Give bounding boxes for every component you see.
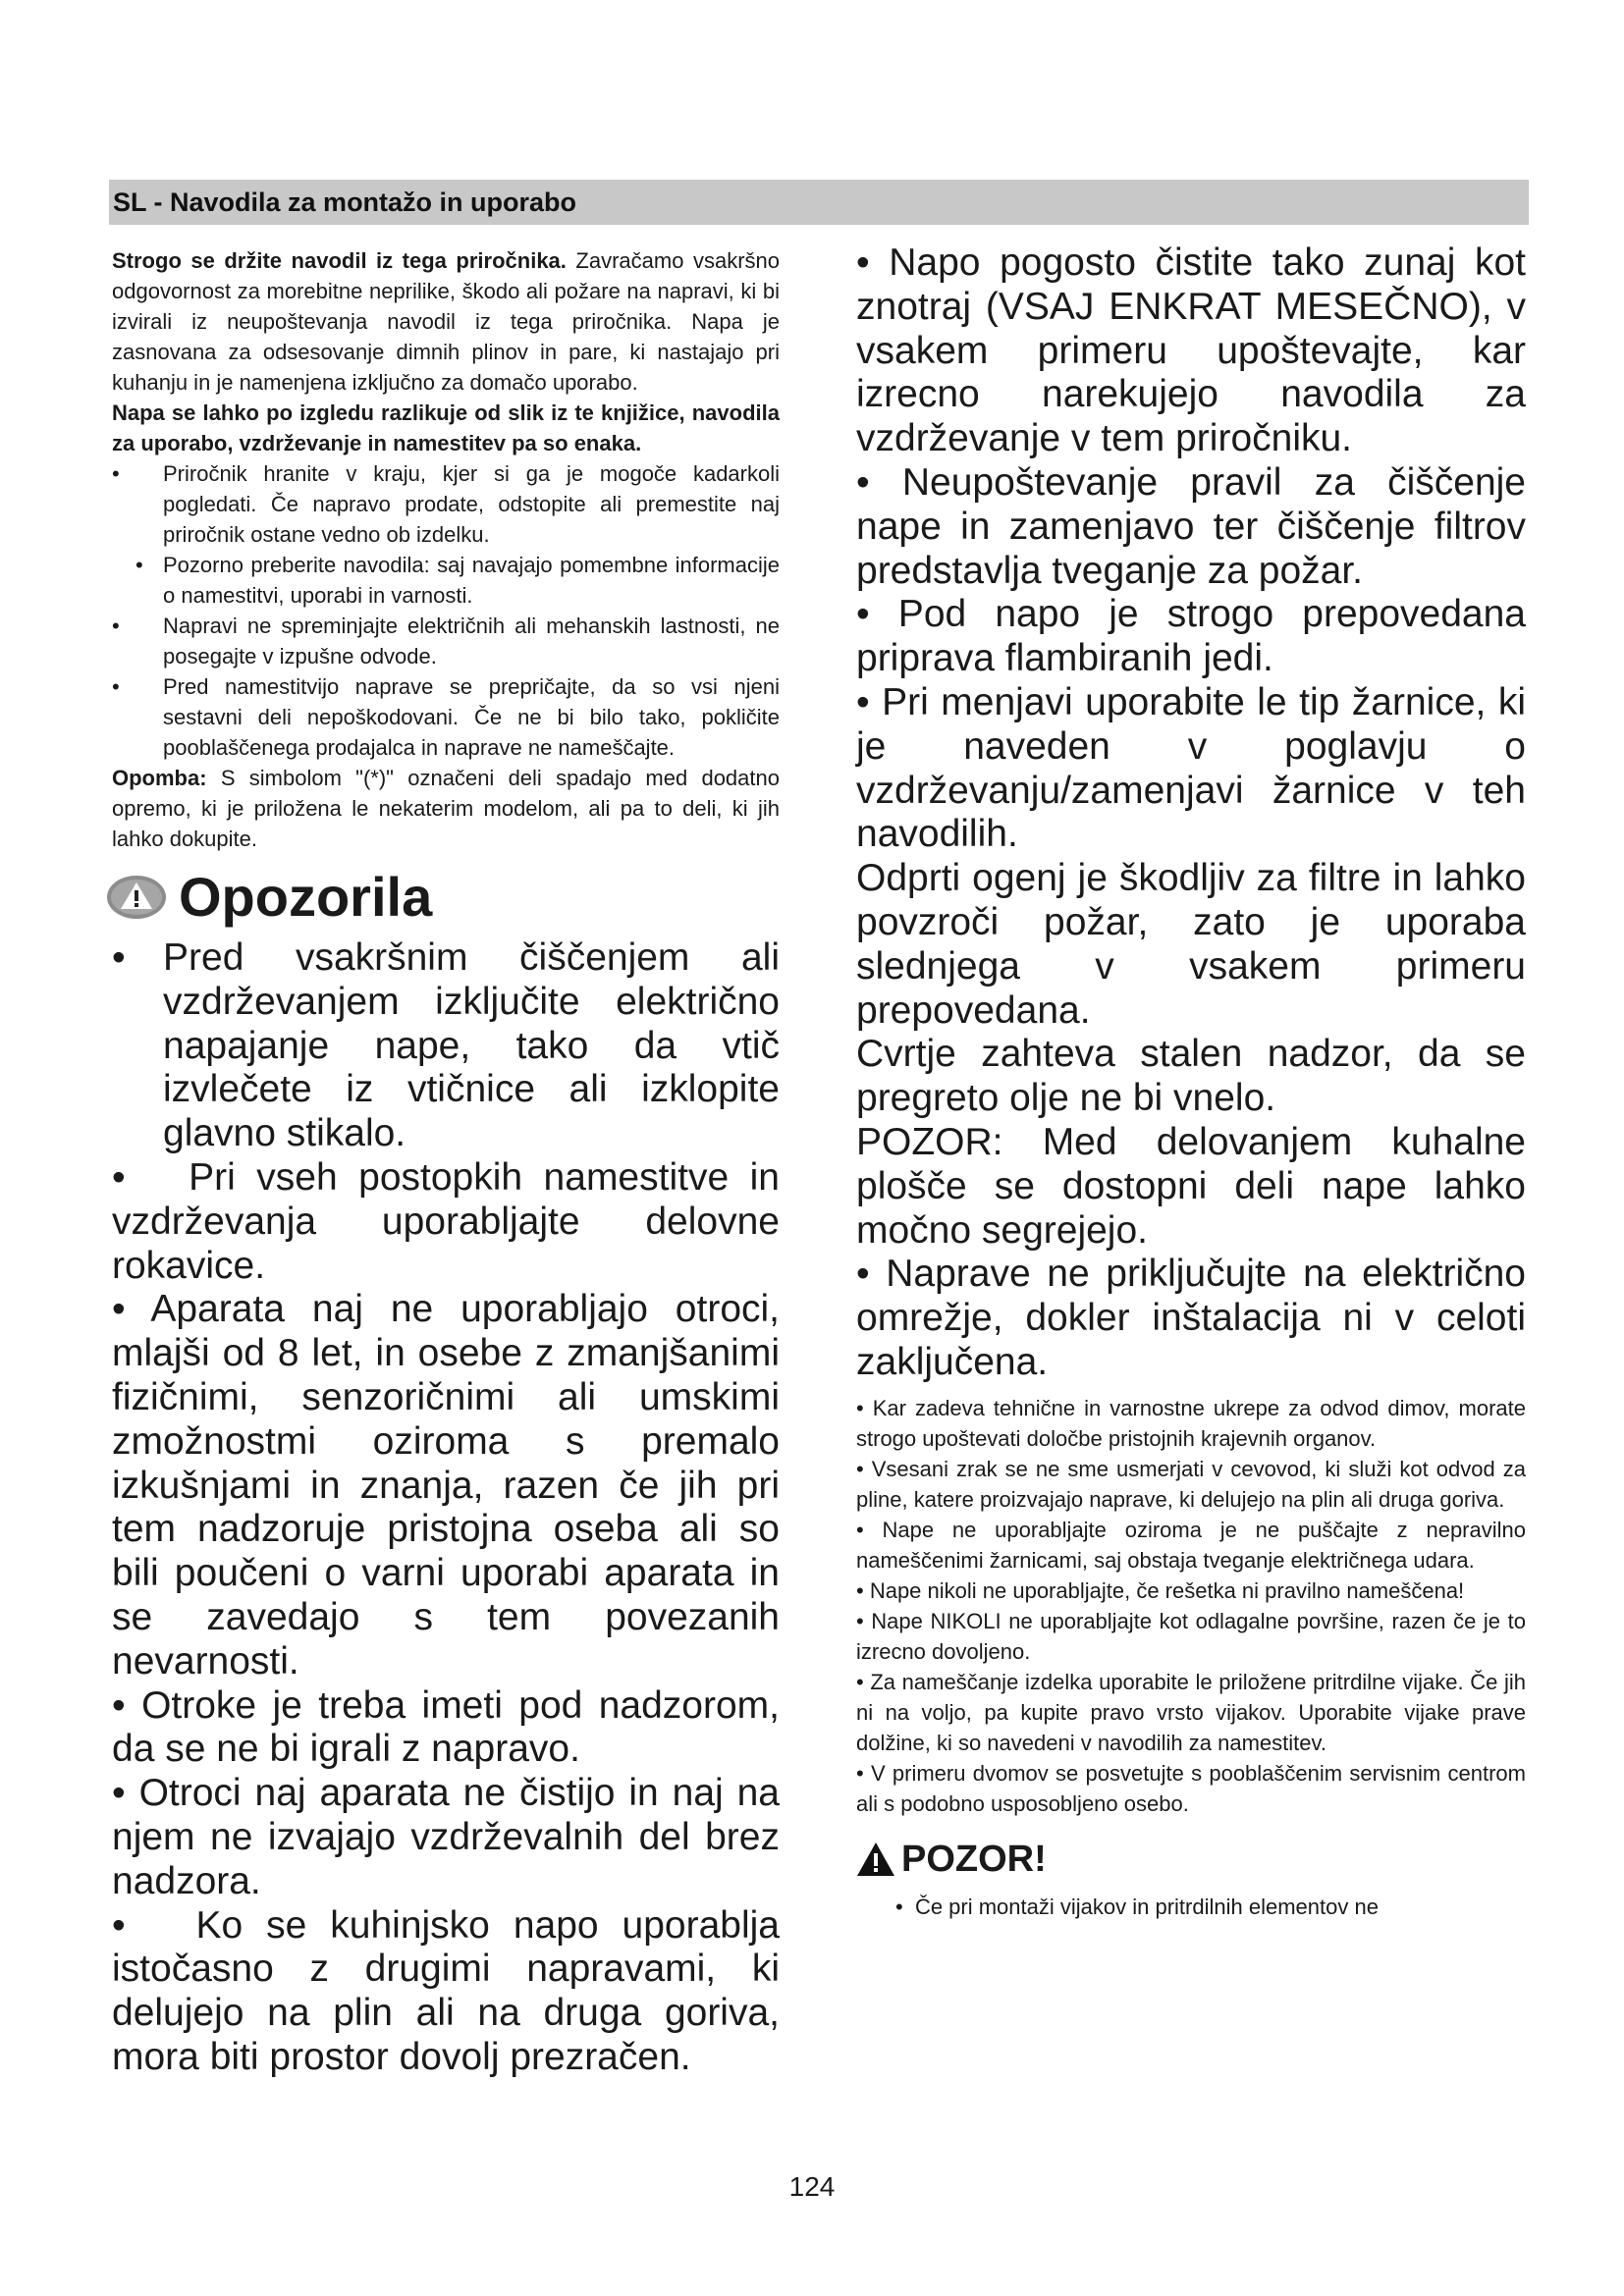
small-item: • V primeru dvomov se posvetujte s pooblaščenim servisnim centrom ali s podobno usposobljeno osebo. [856, 1760, 1526, 1816]
large-item: • Pri menjavi uporabite le tip žarnice, ki je naveden v poglavju o vzdrževanju/zamenjavi žarnice v teh navodilih. [856, 680, 1526, 856]
small-item: • Vsesani zrak se ne sme usmerjati v cevovod, ki služi kot odvod za pline, katere proizvajajo naprave, ki delujejo na plin ali druga goriva. [856, 1456, 1526, 1512]
notice-paragraph: Napa se lahko po izgledu razlikuje od slik iz te knjižice, navodila za uporabo, vzdrževanje in namestitev pa so enaka. [112, 400, 780, 455]
note-label: Opomba: [112, 766, 207, 790]
small-item: • Nape ne uporabljajte oziroma je ne puščajte z nepravilno nameščenimi žarnicami, saj obstaja tveganje električnega udara. [856, 1517, 1526, 1573]
large-item: POZOR: Med delovanjem kuhalne plošče se dostopni deli nape lahko močno segrejejo. [856, 1120, 1526, 1252]
warning-item: • Pred vsakršnim čiščenjem ali vzdrževanjem izključite električno napajanje nape, tako da vtič izvlečete iz vtičnice ali izklopite glavno stikalo. [112, 936, 780, 1155]
list-item: • Napravi ne spreminjajte električnih ali mehanskih lastnosti, ne posegajte v izpušne odvode. [112, 614, 780, 668]
large-item: Cvrtje zahteva stalen nadzor, da se pregreto olje ne bi vnelo. [856, 1033, 1526, 1120]
warning-item: • Pri vseh postopkih namestitve in vzdrževanja uporabljajte delovne rokavice. [112, 1155, 780, 1287]
pozor-heading [856, 1833, 1526, 1886]
intro-paragraph [112, 245, 780, 398]
large-item: • Napo pogosto čistite tako zunaj kot znotraj (VSAJ ENKRAT MESEČNO), v vsakem primeru upoštevajte, kar izrecno narekujejo navodila za vzdrževanje v tem priročniku. [856, 241, 1526, 460]
page-number: 124 [788, 2171, 836, 2202]
warning-item: • Aparata naj ne uporabljajo otroci, mlajši od 8 let, in osebe z zmanjšanimi fizičnimi, senzoričnimi ali umskimi zmožnostmi oziroma s premalo izkušnjami in znanja, razen če jih pri tem nadzoruje pristojna oseba ali so bili poučeni o varni uporabi aparata in se zavedajo s tem povezanih nevarnosti. [112, 1288, 781, 1682]
right-column [856, 241, 1526, 1922]
intro-bold: Strogo se držite navodil iz tega priročnika. [112, 248, 567, 273]
large-item: • Pod napo je strogo prepovedana priprava flambiranih jedi. [856, 593, 1526, 680]
list-item: • Pozorno preberite navodila: saj navajajo pomembne informacije o namestitvi, uporabi in varnosti. [135, 553, 780, 608]
warnings-heading [112, 860, 780, 934]
large-item: • Neupoštevanje pravil za čiščenje nape in zamenjavo ter čiščenje filtrov predstavlja tveganje za požar. [856, 460, 1526, 592]
warning-triangle-icon [106, 875, 167, 920]
small-item: • Nape NIKOLI ne uporabljajte kot odlagalne površine, razen če je to izrecno dovoljeno. [856, 1608, 1526, 1664]
section-header: SL - Navodila za montažo in uporabo [109, 180, 1529, 225]
note-paragraph [112, 763, 780, 854]
large-item: • Naprave ne priključujte na električno omrežje, dokler inštalacija ni v celoti zaključena. [856, 1253, 1526, 1383]
warning-item: • Ko se kuhinjsko napo uporablja istočasno z drugimi napravami, ki delujejo na plin ali na druga goriva, mora biti prostor dovolj prezračen. [112, 1903, 780, 2078]
caution-triangle-icon [856, 1842, 895, 1877]
note-text: S simbolom "(*)" označeni deli spadajo med dodatno opremo, ki je priložena le nekaterim modelom, ali pa to deli, ki jih lahko dokupite. [112, 766, 780, 851]
small-item: • Nape nikoli ne uporabljajte, če rešetka ni pravilno nameščena! [856, 1577, 1465, 1603]
small-item: • Za nameščanje izdelka uporabite le priložene pritrdilne vijake. Če jih ni na voljo, pa kupite pravo vrsto vijakov. Uporabite vijake prave dolžine, ki so navedeni v navodilih za namestitev. [856, 1669, 1526, 1755]
warning-item: • Otroke je treba imeti pod nadzorom, da se ne bi igrali z napravo. [112, 1683, 780, 1771]
warning-item: • Otroci naj aparata ne čistijo in naj na njem ne izvajajo vzdrževalnih del brez nadzora. [112, 1772, 780, 1902]
list-item: • Pred namestitvijo naprave se prepričajte, da so vsi njeni sestavni deli nepoškodovani. Če ne bi bilo tako, pokličite pooblaščenega prodajalca in naprave ne nameščajte. [112, 674, 780, 760]
small-item: • Kar zadeva tehnične in varnostne ukrepe za odvod dimov, morate strogo upoštevati določbe pristojnih krajevnih organov. [856, 1395, 1526, 1451]
large-item: Odprti ogenj je škodljiv za filtre in lahko povzroči požar, zato je uporaba slednjega v vsakem primeru prepovedana. [856, 857, 1526, 1032]
pozor-title: POZOR! [901, 1838, 1047, 1880]
warnings-title: Opozorila [179, 866, 433, 928]
list-item: • Priročnik hranite v kraju, kjer si ga je mogoče kadarkoli pogledati. Če napravo prodate, odstopite ali premestite naj priročnik ostane vedno ob izdelku. [112, 461, 780, 547]
left-column [112, 245, 780, 2080]
intro-text: Zavračamo vsakršno odgovornost za morebitne neprilike, škodo ali požare na napravi, ki bi izvirali iz neupoštevanja navodil iz tega priročnika. Napa je zasnovana za odsesovanje dimnih plinov in pare, ki nastajajo pri kuhanju in je namenjena izključno za domačo uporabo. [112, 248, 780, 395]
pozor-item: • Če pri montaži vijakov in pritrdilnih elementov ne [895, 1894, 1379, 1919]
